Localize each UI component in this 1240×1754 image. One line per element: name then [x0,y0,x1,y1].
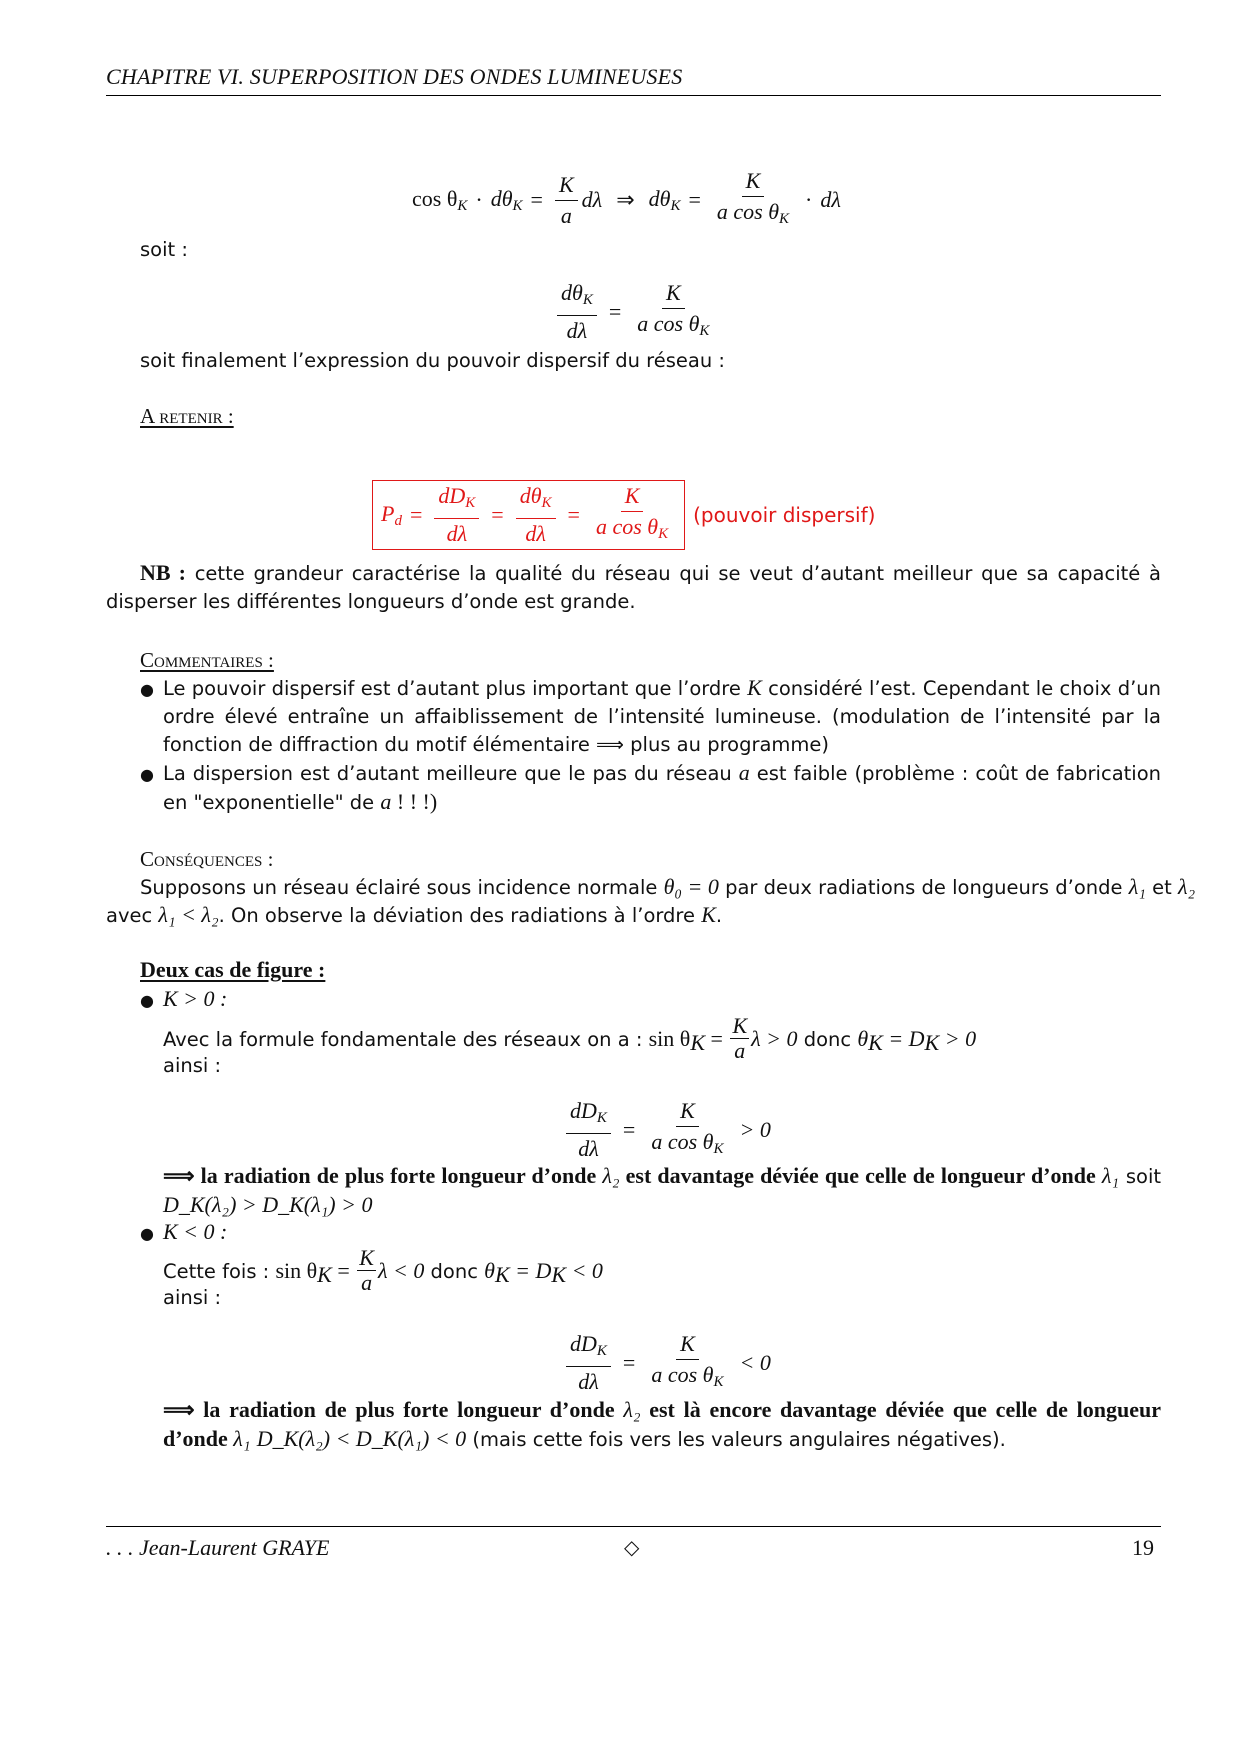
case2-equals: = [622,1350,636,1375]
bullet-icon: ● [140,1224,154,1243]
pd-symbol: $P_d$ [381,500,402,529]
footer-rule [106,1526,1161,1527]
case2-conclusion: ⟹ la radiation de plus forte longueur d’onde λ₂ est là encore davantage déviée que celle de longueur d’onde λ₁ D_K(λ₂) < D_K(λ₁) < 0 (mais cette fois vers les valeurs angulaires négatives). [163,1397,1161,1451]
case1-frac: $\frac{K}{a}$ [732,1013,748,1063]
eq1-dlambda-2: dλ [820,187,841,212]
box-equals-2: = [491,502,504,527]
commentaires-heading: Commentaires : [140,648,274,672]
pouvoir-dispersif-label: (pouvoir dispersif) [693,503,876,527]
case1-head: K > 0 : [163,986,228,1011]
chapter-header: CHAPITRE VI. SUPERPOSITION DES ONDES LUMINEUSES [106,64,683,89]
ainsi-label-1: ainsi : [163,1054,222,1077]
case2-lt0: < 0 [739,1350,771,1375]
eq1-arrow: ⇒ [616,187,635,212]
header-rule [106,95,1161,96]
eq1-frac-k-a: $\frac{K}{a}$ [555,172,578,229]
case2-formula-line: Cette fois : $\sin \theta_K$ = $\frac{K}{a}$ λ < 0 donc $\theta_K = D_K < 0$ [163,1245,603,1295]
case2-equation [562,1331,779,1395]
nb-paragraph: NB : cette grandeur caractérise la qualité du réseau qui se veut d’autant meilleur que sa capacité à disperser les différentes longueurs d’onde est grande. [106,560,1162,613]
box-frac-dD: $\frac{dD_K}{d\lambda}$ [434,483,479,547]
consequences-heading: Conséquences : [140,847,274,871]
equation-1 [412,168,841,232]
eq2-frac-dtheta: $\frac{d\theta_K}{d\lambda}$ [557,280,597,344]
retenir-heading: A retenir : [140,404,234,428]
eq1-equals-2: = [688,187,701,212]
case1-conclusion: ⟹ la radiation de plus forte longueur d’onde λ₂ est davantage déviée que celle de longueur d’onde λ₁ soit D_K(λ₂) > D_K(λ₁) > 0 [163,1163,1162,1217]
case1-equals: = [622,1117,636,1142]
ainsi-label-2: ainsi : [163,1286,222,1309]
commentaire-2: La dispersion est d’autant meilleure que le pas du réseau a est faible (problème : coût de fabrication en "exponentielle" de a ! ! !) [163,760,1161,814]
commentaire-1: Le pouvoir dispersif est d’autant plus important que l’ordre K considéré l’est. Cependant le choix d’un ordre élevé entraîne un affaiblissement de l’intensité lumineuse. (modulation de l’intensité par la fonction de diffraction du motif élémentaire ⟹ plus au programme) [163,675,1161,756]
cas-heading: Deux cas de figure : [140,957,326,982]
page-number: 19 [1132,1535,1154,1560]
equation-2 [553,280,717,344]
case1-equation [562,1098,779,1162]
eq1-dtheta-2: $d\theta_K$ [648,185,681,214]
case2-head: K < 0 : [163,1219,228,1244]
bullet-icon: ● [140,991,154,1010]
case1-frac-dD: $\frac{dD_K}{d\lambda}$ [566,1098,611,1162]
footer-author: . . . Jean-Laurent GRAYE [106,1535,330,1560]
soit-finalement: soit finalement l’expression du pouvoir dispersif du réseau : [140,349,725,372]
eq1-dtheta: $d\theta_K$ [490,185,523,214]
box-equals: = [409,502,423,527]
eq1-dlambda: dλ [581,187,603,212]
case2-frac-dD: $\frac{dD_K}{d\lambda}$ [566,1331,611,1395]
case1-frac-k: $\frac{K}{a \cos \theta_K}$ [651,1098,724,1157]
case1-formula-line: Avec la formule fondamentale des réseaux on a : $\sin \theta_K$ = $\frac{K}{a}$ λ > 0 donc $\theta_K = D_K > 0$ [163,1013,977,1063]
eq1-dot-2: · [805,187,813,212]
soit-label: soit : [140,238,188,261]
case1-gt0: > 0 [739,1117,771,1142]
eq1-equals: = [530,187,543,212]
bullet-icon: ● [140,680,154,699]
box-equals-3: = [567,502,580,527]
eq1-frac-k-acos: $\frac{K}{a \cos \theta_K}$ [716,168,790,227]
eq2-equals: = [608,299,622,324]
diamond-icon: ◇ [624,1537,640,1559]
case2-frac-k: $\frac{K}{a \cos \theta_K}$ [651,1331,724,1390]
consequences-line-1: Supposons un réseau éclairé sous incidence normale θ₀ = 0 par deux radiations de longueurs d’onde λ₁ et λ₂ [140,874,1196,899]
eq1-cos: $\cos \theta_K$ [412,185,468,214]
eq1-dot: · [475,187,483,212]
box-frac-k: $\frac{K}{a \cos \theta_K}$ [595,483,669,542]
box-frac-dtheta: $\frac{d\theta_K}{d\lambda}$ [516,483,556,547]
eq2-frac-k: $\frac{K}{a \cos \theta_K}$ [637,280,710,339]
case2-frac: $\frac{K}{a}$ [359,1245,374,1295]
boxed-equation [372,480,875,550]
pouvoir-dispersif-box [372,480,685,550]
consequences-line-2: avec λ₁ < λ₂. On observe la déviation des radiations à l’ordre K. [106,902,723,927]
bullet-icon: ● [140,765,154,784]
